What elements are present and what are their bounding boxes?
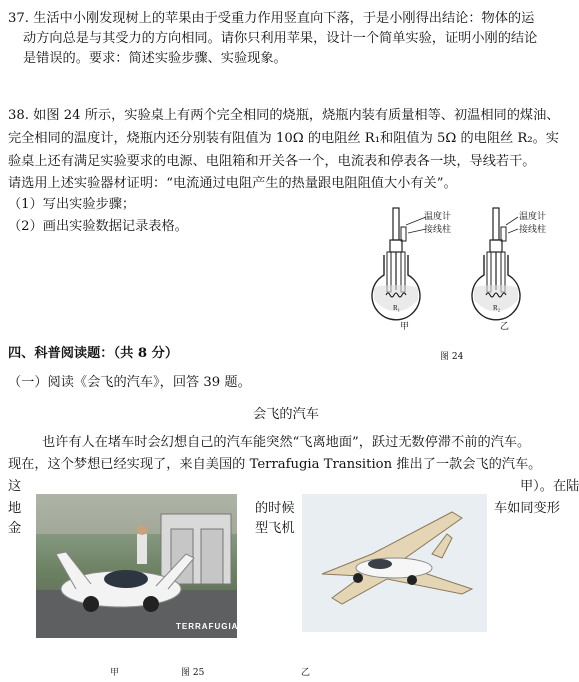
q38-line-1: 38. 如图 24 所示，实验桌上有两个完全相同的烧瓶，烧瓶内装有质量相等、初温相同的煤油、 — [8, 108, 560, 123]
article-paragraph-2: 现在，这个梦想已经实现了，来自美国的 Terrafugia Transition 推出了一款会飞的汽车。 — [8, 457, 542, 472]
flask-apparatus-right — [468, 205, 568, 335]
figure-24-caption: 图 24 — [440, 352, 464, 362]
terminal-label-right: 接线柱 — [519, 225, 547, 235]
article-line-5-mid: 型飞机 — [255, 521, 295, 536]
figure-25-caption: 图 25 — [181, 668, 205, 678]
flask-tag-jia: 甲 — [400, 322, 410, 332]
thermometer-label-right: 温度计 — [519, 212, 547, 222]
q38-line-4: 请选用上述实验器材证明：“电流通过电阻产生的热量跟电阻阻值大小有关”。 — [8, 176, 457, 191]
article-line-4-right: 车如同变形 — [494, 501, 560, 516]
article-line-4-left: 地 — [8, 501, 22, 516]
flask-tag-yi: 乙 — [500, 322, 510, 332]
svg-text:R₁: R₁ — [393, 304, 401, 312]
q37-line-3: 是错误的。要求：简述实验步骤、实验现象。 — [23, 51, 287, 66]
terrafugia-watermark: TERRAFUGIA — [176, 622, 239, 631]
thermometer-icon — [393, 208, 399, 240]
article-line-4-mid: 的时候 — [255, 501, 295, 516]
article-line-5-left: 金 — [8, 521, 22, 536]
thermometer-icon — [493, 208, 499, 240]
photo-tag-jia: 甲 — [110, 668, 120, 678]
article-paragraph-1: 也许有人在堵车时会幻想自己的汽车能突然“飞离地面”，跃过无数停滞不前的汽车。 — [42, 435, 531, 450]
article-title: 会飞的汽车 — [253, 407, 319, 422]
q38-line-2: 完全相同的温度计，烧瓶内还分别装有阻值为 10Ω 的电阻丝 R₁和阻值为 5Ω 的电阻丝 R₂。实 — [8, 131, 559, 146]
photo-flying-car-air — [302, 494, 487, 632]
photo-tag-yi: 乙 — [301, 668, 311, 678]
article-line-3-left: 这 — [8, 479, 22, 494]
q38-line-3: 验桌上还有满足实验要求的电源、电阻箱和开关各一个，电流表和停表各一块，导线若干。 — [8, 154, 536, 169]
svg-text:R₂: R₂ — [493, 304, 501, 312]
thermometer-label-left: 温度计 — [424, 212, 452, 222]
q38-sub-1: （1）写出实验步骤； — [8, 197, 136, 212]
terminal-label-left: 接线柱 — [424, 225, 452, 235]
article-line-3-right: 甲）。在陆 — [520, 479, 579, 494]
q37-line-2: 动方向总是与其受力的方向相同。请你只利用苹果，设计一个简单实验，证明小刚的结论 — [23, 31, 538, 46]
flask-apparatus-left — [368, 205, 468, 335]
reading-instruction: （一）阅读《会飞的汽车》，回答 39 题。 — [8, 375, 251, 390]
section-heading: 四、科普阅读题：（共 8 分） — [8, 346, 179, 361]
photo-flying-car-ground — [36, 494, 237, 638]
q37-line-1: 37. 生活中小刚发现树上的苹果由于受重力作用竖直向下落，于是小刚得出结论：物体的运 — [8, 11, 535, 26]
q38-sub-2: （2）画出实验数据记录表格。 — [8, 219, 188, 234]
